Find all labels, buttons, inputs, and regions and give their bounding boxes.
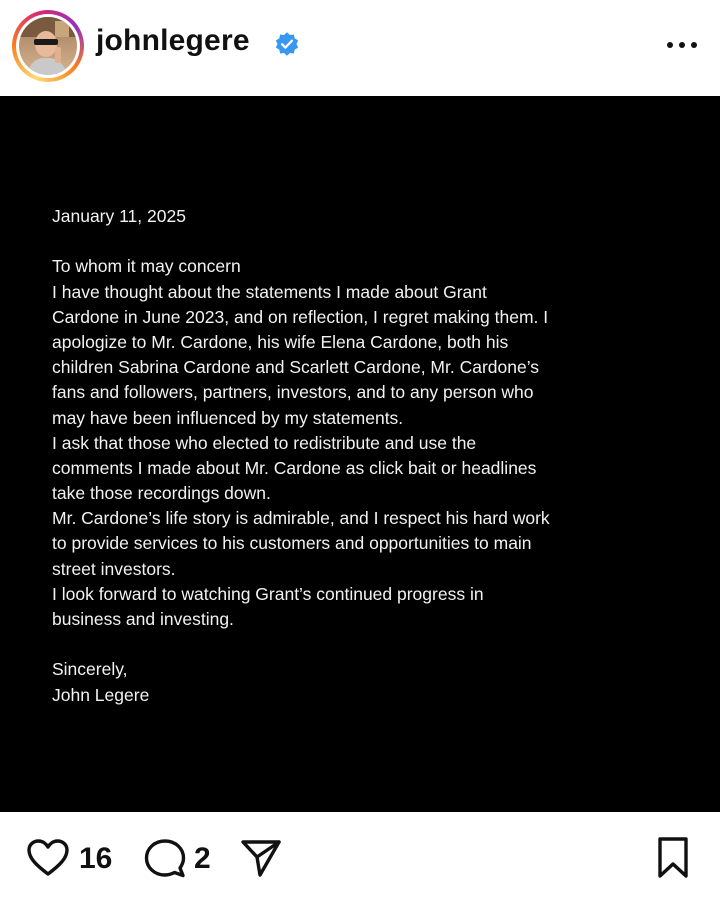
apology-letter xyxy=(52,204,682,708)
bookmark-icon[interactable] xyxy=(656,836,690,880)
letter-line: apologize to Mr. Cardone, his wife Elena Cardone, both his xyxy=(52,331,509,352)
more-horizontal-icon[interactable] xyxy=(662,30,702,60)
letter-line: children Sabrina Cardone and Scarlett Cardone, Mr. Cardone’s xyxy=(52,357,540,378)
letter-line: Cardone in June 2023, and on reflection, I regret making them. I xyxy=(52,306,549,327)
letter-spacer xyxy=(52,632,682,657)
letter-line: fans and followers, partners, investors, and to any person who xyxy=(52,382,534,403)
letter-line: comments I made about Mr. Cardone as click bait or headlines xyxy=(52,457,537,478)
username[interactable]: johnlegere xyxy=(96,24,250,57)
share-icon[interactable] xyxy=(240,838,282,878)
avatar-photo xyxy=(19,17,77,75)
letter-line: Mr. Cardone’s life story is admirable, and I respect his hard work xyxy=(52,508,550,529)
likes-count[interactable]: 16 xyxy=(79,842,113,875)
letter-line: To whom it may concern xyxy=(52,256,241,277)
letter-spacer xyxy=(52,229,682,254)
letter-signature: John Legere xyxy=(52,684,150,705)
avatar-story-ring[interactable] xyxy=(12,10,84,82)
letter-line: may have been influenced by my statements. xyxy=(52,407,404,428)
letter-line: I ask that those who elected to redistribute and use the xyxy=(52,432,477,453)
letter-line: to provide services to his customers and opportunities to main xyxy=(52,533,532,554)
letter-line: business and investing. xyxy=(52,609,234,629)
post-image[interactable] xyxy=(0,96,720,812)
action-bar xyxy=(0,812,720,899)
comment-icon[interactable] xyxy=(144,838,186,880)
letter-line: I have thought about the statements I made about Grant xyxy=(52,281,487,302)
avatar[interactable] xyxy=(16,14,80,78)
verified-badge-icon xyxy=(274,31,300,57)
letter-line: take those recordings down. xyxy=(52,483,271,504)
letter-line: street investors. xyxy=(52,558,176,579)
letter-closing: Sincerely, xyxy=(52,659,128,680)
letter-line: I look forward to watching Grant’s continued progress in xyxy=(52,583,484,604)
comments-count[interactable]: 2 xyxy=(194,842,211,875)
letter-date: January 11, 2025 xyxy=(52,206,186,226)
post-header xyxy=(0,0,720,96)
heart-icon[interactable] xyxy=(26,838,70,878)
